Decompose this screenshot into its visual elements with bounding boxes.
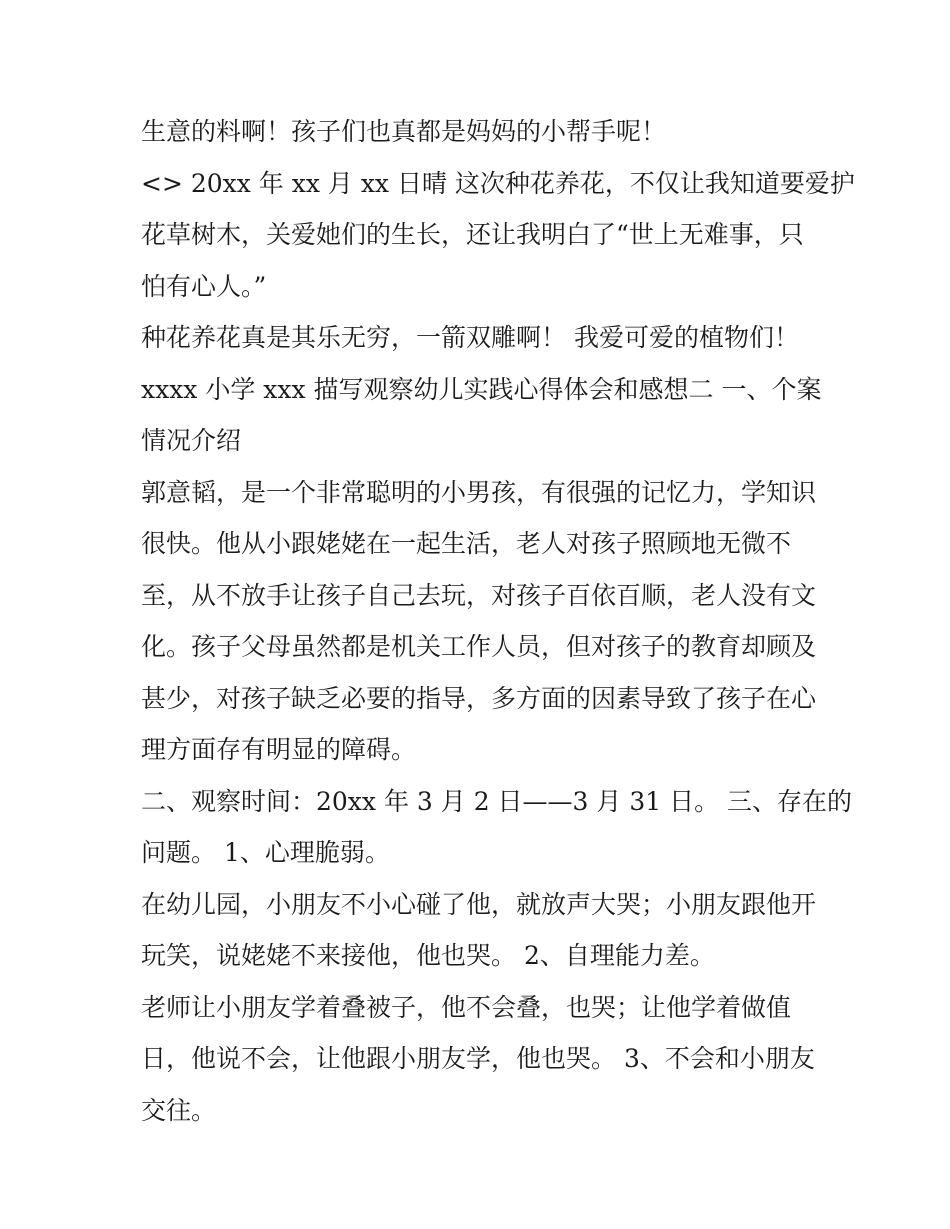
text-line: 很快。他从小跟姥姥在一起生活，老人对孩子照顾地无微不 [141, 529, 792, 558]
text-line: 化。孩子父母虽然都是机关工作人员，但对孩子的教育却顾及 [141, 632, 817, 661]
text-line: 生意的料啊！孩子们也真都是妈妈的小帮手呢！ [141, 117, 667, 146]
text-line: 至，从不放手让孩子自己去玩，对孩子百依百顺，老人没有文 [141, 580, 817, 610]
text-line: 交往。 [141, 1095, 217, 1125]
text-line: 在幼儿园，小朋友不小心碰了他，就放声大哭；小朋友跟他开 [141, 889, 817, 919]
text-line: 理方面存有明显的障碍。 [141, 735, 417, 764]
text-line: 花草树木，关爱她们的生长，还让我明白了“世上无难事，只 [141, 220, 804, 249]
text-line: 情况介绍 [141, 426, 242, 455]
text-line: 老师让小朋友学着叠被子，他不会叠，也哭；让他学着做值 [141, 992, 792, 1022]
text-line: 玩笑，说姥姥不来接他，他也哭。 2、自理能力差。 [141, 941, 715, 970]
text-line: 郭意韬，是一个非常聪明的小男孩，有很强的记忆力，学知识 [141, 477, 817, 507]
text-line: 种花养花真是其乐无穷，一箭双雕啊！ 我爱可爱的植物们！ [141, 323, 799, 352]
text-line: 问题。 1、心理脆弱。 [141, 838, 390, 867]
document-body [141, 106, 855, 1136]
text-line: xxxx 小学 xxx 描写观察幼儿实践心得体会和感想二 一、个案 [141, 374, 822, 404]
text-line: <> 20xx 年 xx 月 xx 日晴 这次种花养花，不仅让我知道要爱护 [141, 168, 855, 198]
text-line: 怕有心人。” [141, 271, 267, 301]
text-line: 二、观察时间：20xx 年 3 月 2 日——3 月 31 日。 三、存在的 [141, 786, 853, 816]
text-line: 甚少，对孩子缺乏必要的指导，多方面的因素导致了孩子在心 [141, 683, 817, 713]
text-line: 日，他说不会，让他跟小朋友学，他也哭。 3、不会和小朋友 [141, 1044, 815, 1073]
